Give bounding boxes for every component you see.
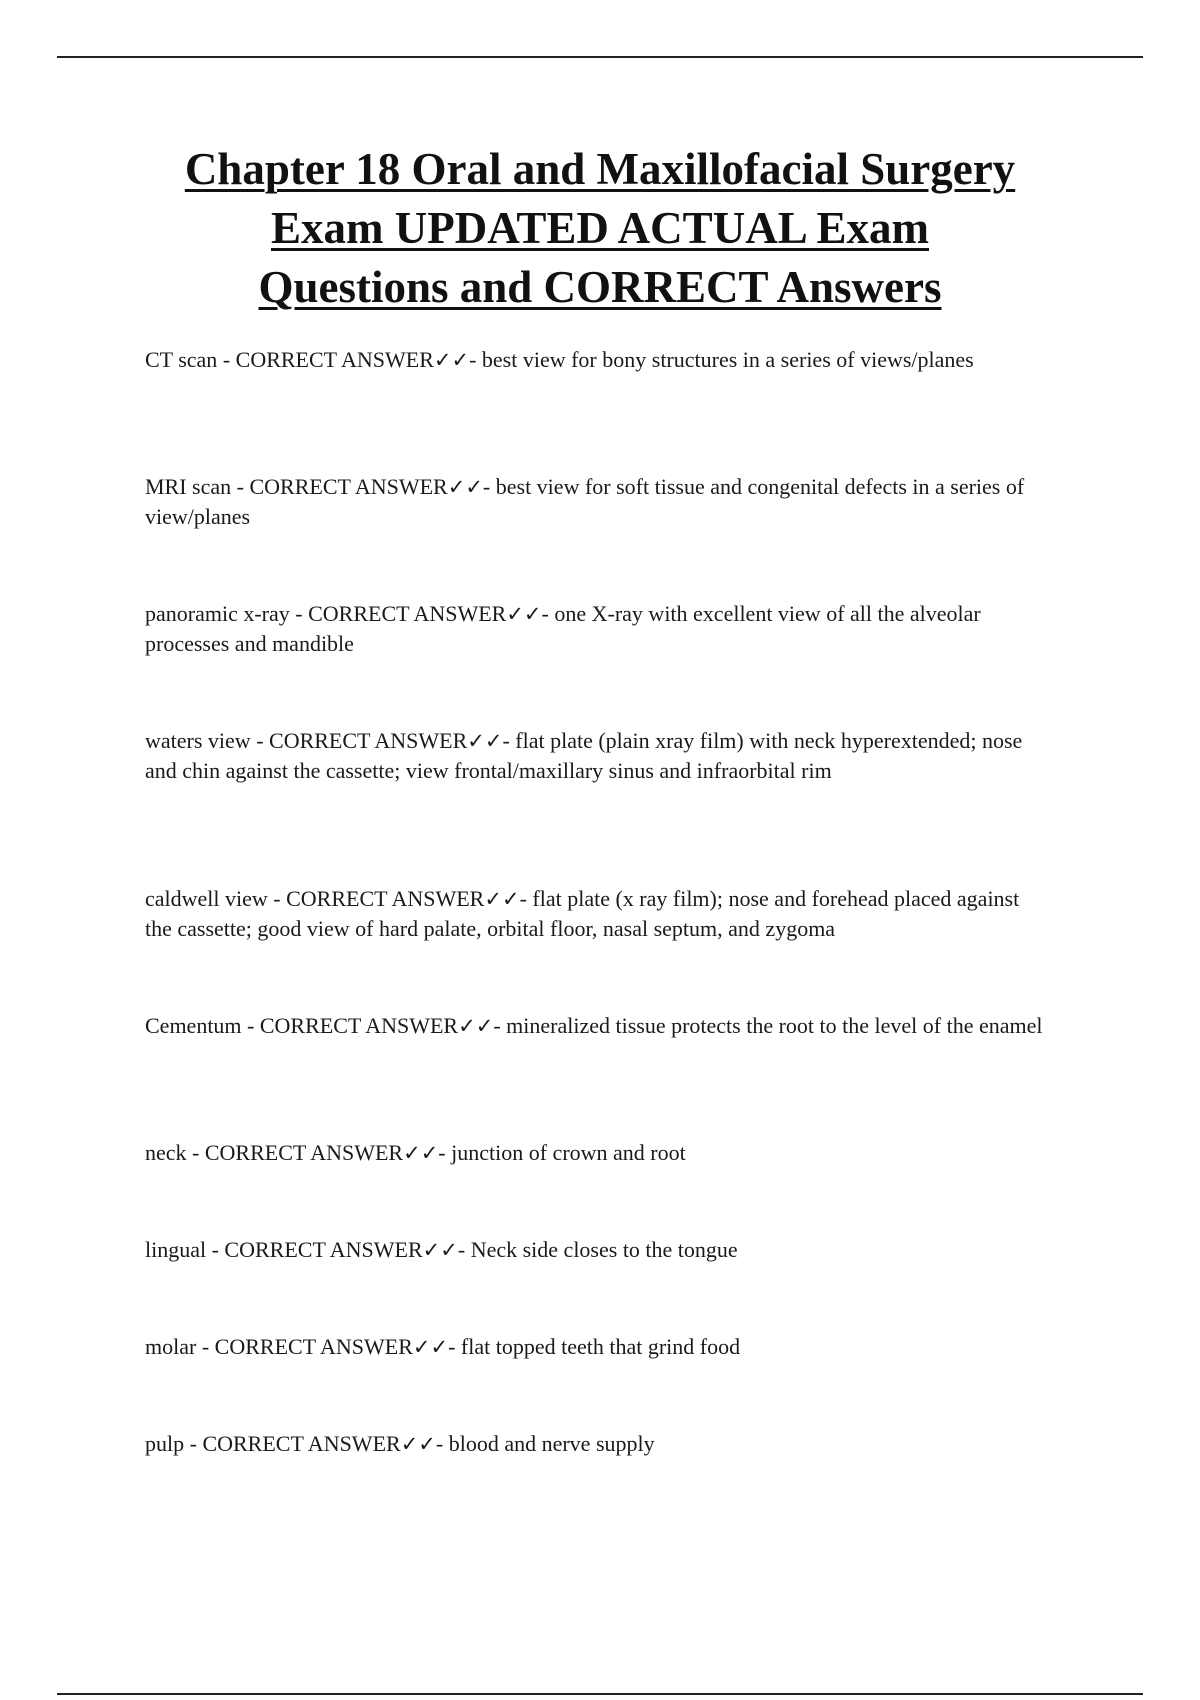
qa-entry bbox=[145, 1235, 1050, 1265]
title-line-2: Exam UPDATED ACTUAL Exam bbox=[271, 203, 929, 253]
entry-term: CT scan bbox=[145, 347, 218, 372]
answer-separator: - CORRECT ANSWER bbox=[231, 474, 448, 499]
answer-separator: - CORRECT ANSWER bbox=[206, 1237, 423, 1262]
qa-entry bbox=[145, 472, 1050, 532]
answer-separator: - CORRECT ANSWER bbox=[186, 1140, 404, 1165]
entry-definition: - junction of crown and root bbox=[438, 1140, 686, 1165]
checkmark-icon: ✓✓ bbox=[403, 1141, 439, 1165]
entry-term: lingual bbox=[145, 1237, 207, 1262]
entry-definition: - flat plate (plain xray film) with neck hyperextended; nose and chin against the cassette; view frontal/maxillary sinus and infraorbital rim bbox=[145, 728, 1023, 783]
entry-definition: - best view for soft tissue and congenital defects in a series of view/planes bbox=[145, 474, 1025, 529]
entry-definition: - flat topped teeth that grind food bbox=[448, 1334, 741, 1359]
answer-separator: - CORRECT ANSWER bbox=[217, 347, 434, 372]
qa-entry bbox=[145, 1138, 1050, 1168]
entry-term: caldwell view bbox=[145, 886, 268, 911]
answer-separator: - CORRECT ANSWER bbox=[241, 1013, 459, 1038]
checkmark-icon: ✓✓ bbox=[433, 348, 470, 372]
entry-term: pulp bbox=[145, 1431, 185, 1456]
answer-separator: - CORRECT ANSWER bbox=[289, 601, 507, 626]
entry-definition: - one X-ray with excellent view of all the alveolar processes and mandible bbox=[145, 601, 981, 656]
bottom-divider bbox=[57, 1693, 1143, 1695]
answer-separator: - CORRECT ANSWER bbox=[267, 886, 485, 911]
checkmark-icon: ✓✓ bbox=[422, 1238, 458, 1262]
qa-entry bbox=[145, 1332, 1050, 1362]
checkmark-icon: ✓✓ bbox=[506, 602, 542, 626]
entry-term: panoramic x-ray bbox=[145, 601, 290, 626]
qa-entry bbox=[145, 884, 1050, 944]
qa-entry bbox=[145, 1429, 1050, 1459]
qa-entry bbox=[145, 599, 1050, 659]
entry-term: Cementum bbox=[145, 1013, 242, 1038]
checkmark-icon: ✓✓ bbox=[412, 1335, 449, 1359]
checkmark-icon: ✓✓ bbox=[400, 1432, 436, 1456]
entry-term: waters view bbox=[145, 728, 251, 753]
entry-definition: - mineralized tissue protects the root to the level of the enamel bbox=[493, 1013, 1043, 1038]
checkmark-icon: ✓✓ bbox=[458, 1014, 494, 1038]
entry-term: molar bbox=[145, 1334, 197, 1359]
qa-entry bbox=[145, 345, 1050, 375]
entry-definition: - flat plate (x ray film); nose and forehead placed against the cassette; good view of hard palate, orbital floor, nasal septum, and zygoma bbox=[145, 886, 1020, 941]
entry-definition: - blood and nerve supply bbox=[435, 1431, 655, 1456]
checkmark-icon: ✓✓ bbox=[467, 729, 503, 753]
answer-separator: - CORRECT ANSWER bbox=[184, 1431, 401, 1456]
qa-entry bbox=[145, 1011, 1050, 1041]
checkmark-icon: ✓✓ bbox=[447, 475, 483, 499]
qa-entry bbox=[145, 726, 1050, 786]
answer-separator: - CORRECT ANSWER bbox=[196, 1334, 413, 1359]
document-title bbox=[100, 140, 1100, 317]
entry-definition: - Neck side closes to the tongue bbox=[457, 1237, 738, 1262]
title-line-3: Questions and CORRECT Answers bbox=[258, 262, 942, 312]
entry-term: neck bbox=[145, 1140, 187, 1165]
checkmark-icon: ✓✓ bbox=[484, 887, 520, 911]
top-divider bbox=[57, 56, 1143, 58]
entry-definition: - best view for bony structures in a series of views/planes bbox=[469, 347, 974, 372]
answer-separator: - CORRECT ANSWER bbox=[250, 728, 468, 753]
entry-term: MRI scan bbox=[145, 474, 232, 499]
title-line-1: Chapter 18 Oral and Maxillofacial Surgery bbox=[184, 144, 1016, 194]
